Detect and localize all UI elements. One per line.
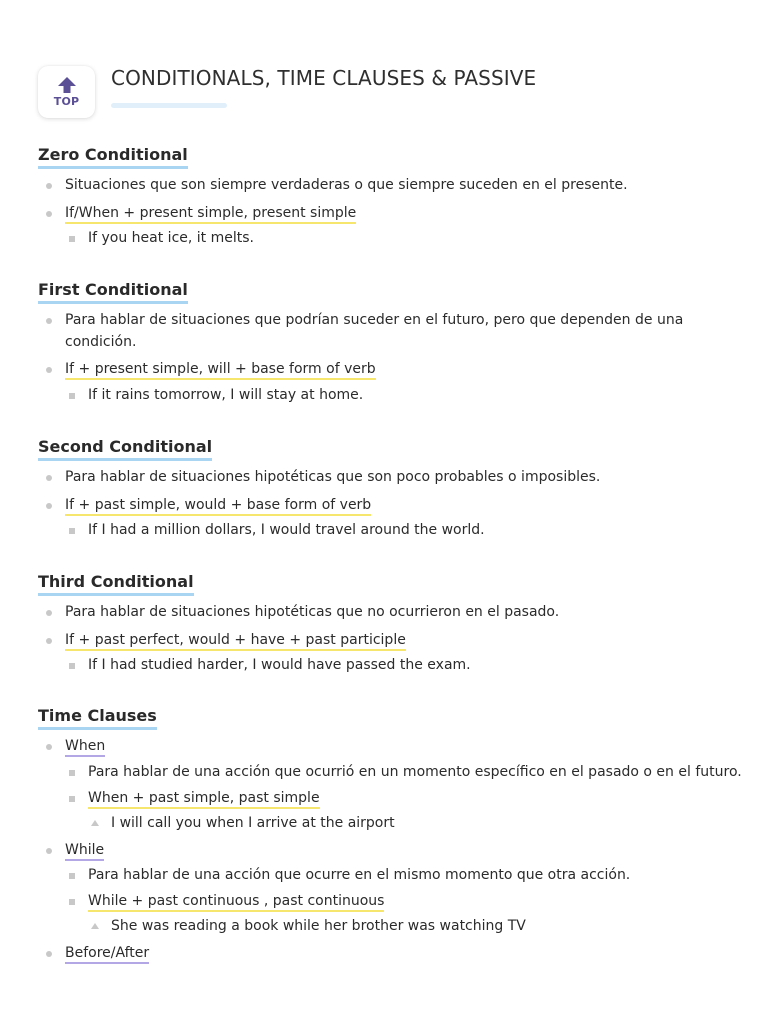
- description-text: Situaciones que son siempre verdaderas o que siempre suceden en el presente.: [65, 177, 628, 193]
- list-item: [38, 602, 748, 624]
- formula-item: [65, 788, 748, 834]
- section-heading: Zero Conditional: [38, 145, 188, 169]
- bullet-list: [38, 310, 748, 406]
- formula-item: [65, 891, 748, 937]
- example-text: I will call you when I arrive at the airport: [111, 814, 395, 831]
- section-third-conditional: [38, 572, 748, 682]
- section-heading: Time Clauses: [38, 706, 157, 730]
- example-text: If I had studied harder, I would have passed the exam.: [88, 657, 471, 673]
- list-item: [38, 495, 748, 542]
- bullet-list: [38, 175, 748, 249]
- description-text: Para hablar de situaciones que podrían suceder en el futuro, pero que dependen de una condición.: [65, 312, 684, 350]
- sub-list: [65, 520, 748, 541]
- list-item: [38, 736, 748, 834]
- bullet-list: [38, 467, 748, 541]
- list-item: [38, 840, 748, 938]
- bullet-list: [38, 602, 748, 676]
- top-button[interactable]: [38, 66, 95, 118]
- description-item: [65, 865, 748, 886]
- example-text: If it rains tomorrow, I will stay at home.: [88, 386, 364, 403]
- description-text: Para hablar de una acción que ocurre en el mismo momento que otra acción.: [88, 867, 631, 883]
- list-item: [38, 310, 748, 353]
- formula-text: While + past continuous , past continuous: [88, 893, 384, 912]
- description-text: Para hablar de una acción que ocurrió en un momento específico en el pasado o en el futuro.: [88, 763, 742, 780]
- arrow-up-icon: [57, 76, 77, 94]
- list-item: [38, 467, 748, 489]
- example-text: If you heat ice, it melts.: [88, 230, 254, 246]
- list-item: [38, 359, 748, 406]
- sub-list: [65, 228, 748, 249]
- section-heading: Second Conditional: [38, 437, 212, 461]
- keyword-text: When: [65, 738, 105, 757]
- sub-sub-list: [88, 813, 748, 834]
- list-item: [38, 943, 748, 965]
- example-text: If I had a million dollars, I would travel around the world.: [88, 522, 485, 538]
- list-item: [38, 175, 748, 197]
- example-item: [65, 520, 748, 541]
- section-first-conditional: [38, 280, 748, 412]
- section-time-clauses: [38, 706, 748, 971]
- section-second-conditional: [38, 437, 748, 547]
- formula-text: If + present simple, will + base form of verb: [65, 361, 376, 380]
- sub-list: [65, 762, 748, 834]
- page-title: CONDITIONALS, TIME CLAUSES & PASSIVE: [111, 66, 537, 90]
- formula-text: If + past perfect, would + have + past participle: [65, 632, 406, 651]
- sub-list: [65, 655, 748, 676]
- sub-sub-list: [88, 916, 748, 937]
- section-heading: Third Conditional: [38, 572, 194, 596]
- example-item: [65, 655, 748, 676]
- section-heading: First Conditional: [38, 280, 188, 304]
- formula-text: If + past simple, would + base form of verb: [65, 497, 371, 516]
- bullet-list: [38, 736, 748, 965]
- keyword-text: Before/After: [65, 945, 149, 964]
- example-item: [88, 916, 748, 937]
- example-item: [88, 813, 748, 834]
- formula-text: If/When + present simple, present simple: [65, 205, 356, 224]
- description-text: Para hablar de situaciones hipotéticas que no ocurrieron en el pasado.: [65, 604, 560, 620]
- title-underline: [111, 103, 227, 108]
- example-item: [65, 228, 748, 249]
- sub-list: [65, 385, 748, 406]
- keyword-text: While: [65, 842, 104, 861]
- example-text: She was reading a book while her brother was watching TV: [111, 918, 526, 934]
- sub-list: [65, 865, 748, 937]
- formula-text: When + past simple, past simple: [88, 790, 320, 809]
- description-text: Para hablar de situaciones hipotéticas que son poco probables o imposibles.: [65, 469, 601, 485]
- description-item: [65, 762, 748, 783]
- example-item: [65, 385, 748, 406]
- section-zero-conditional: [38, 145, 748, 255]
- list-item: [38, 203, 748, 250]
- top-label: TOP: [53, 95, 80, 108]
- list-item: [38, 630, 748, 677]
